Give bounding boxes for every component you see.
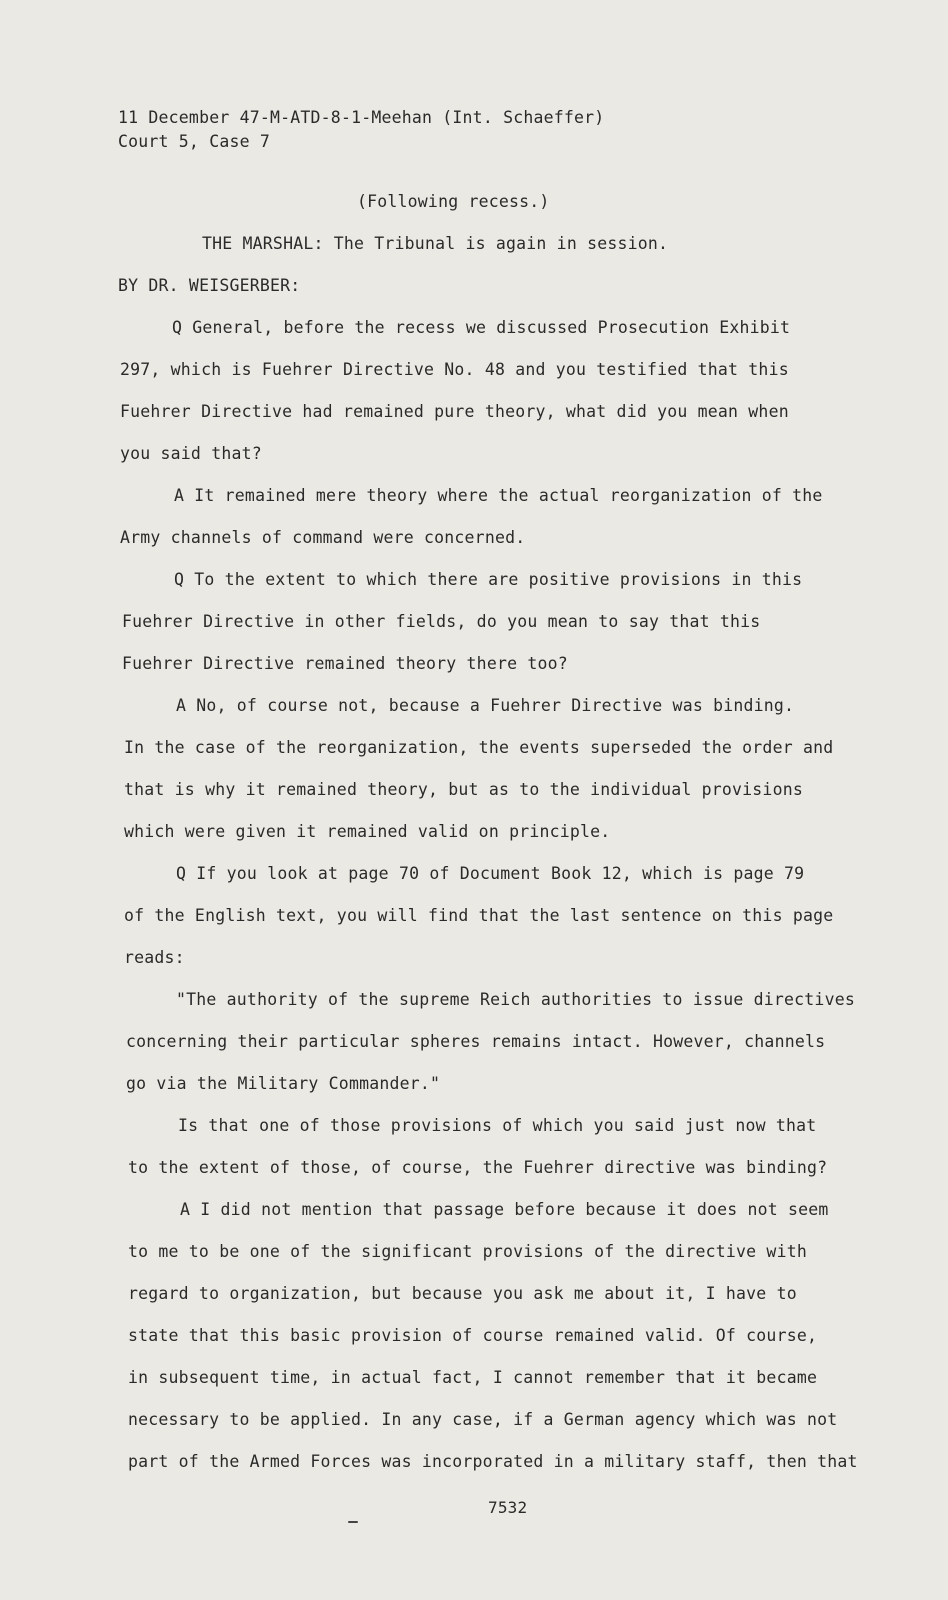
marshal-statement: THE MARSHAL: The Tribunal is again in session.: [202, 234, 669, 253]
answer-3-line-1: A I did not mention that passage before because it does not seem: [180, 1200, 829, 1219]
question-2-line-2: Fuehrer Directive in other fields, do you mean to say that this: [122, 612, 761, 631]
answer-3-line-7: part of the Armed Forces was incorporated in a military staff, then that: [128, 1452, 858, 1471]
recess-note: (Following recess.): [357, 192, 550, 211]
question-3-line-3: reads:: [124, 948, 185, 967]
answer-3-line-5: in subsequent time, in actual fact, I cannot remember that it became: [128, 1368, 818, 1387]
answer-2-line-1: A No, of course not, because a Fuehrer Directive was binding.: [176, 696, 795, 715]
answer-3-line-6: necessary to be applied. In any case, if a German agency which was not: [128, 1410, 838, 1429]
question-1-line-2: 297, which is Fuehrer Directive No. 48 and you testified that this: [120, 360, 789, 379]
question-2-line-3: Fuehrer Directive remained theory there too?: [122, 654, 568, 673]
answer-3-line-2: to me to be one of the significant provisions of the directive with: [128, 1242, 807, 1261]
question-3-line-2: of the English text, you will find that the last sentence on this page: [124, 906, 834, 925]
page-number: 7532: [488, 1498, 528, 1517]
answer-3-line-4: state that this basic provision of course remained valid. Of course,: [128, 1326, 818, 1345]
question-1-line-4: you said that?: [120, 444, 262, 463]
answer-2-line-2: In the case of the reorganization, the events superseded the order and: [124, 738, 834, 757]
answer-3-line-3: regard to organization, but because you ask me about it, I have to: [128, 1284, 797, 1303]
question-3b-line-2: to the extent of those, of course, the Fuehrer directive was binding?: [128, 1158, 828, 1177]
header-line-2: Court 5, Case 7: [118, 132, 271, 151]
question-3-line-1: Q If you look at page 70 of Document Book 12, which is page 79: [176, 864, 805, 883]
answer-2-line-4: which were given it remained valid on principle.: [124, 822, 611, 841]
quote-line-3: go via the Military Commander.": [126, 1074, 441, 1093]
question-2-line-1: Q To the extent to which there are positive provisions in this: [174, 570, 803, 589]
quote-line-2: concerning their particular spheres remains intact. However, channels: [126, 1032, 826, 1051]
question-1-line-3: Fuehrer Directive had remained pure theory, what did you mean when: [120, 402, 789, 421]
answer-1-line-1: A It remained mere theory where the actual reorganization of the: [174, 486, 823, 505]
examiner-heading: BY DR. WEISGERBER:: [118, 276, 301, 295]
answer-2-line-3: that is why it remained theory, but as to the individual provisions: [124, 780, 803, 799]
question-1-line-1: Q General, before the recess we discussed Prosecution Exhibit: [172, 318, 791, 337]
header-line-1: 11 December 47-M-ATD-8-1-Meehan (Int. Schaeffer): [118, 108, 605, 127]
quote-line-1: "The authority of the supreme Reich authorities to issue directives: [176, 990, 855, 1009]
question-3b-line-1: Is that one of those provisions of which you said just now that: [178, 1116, 817, 1135]
answer-1-line-2: Army channels of command were concerned.: [120, 528, 526, 547]
paper-speck: [348, 1521, 358, 1523]
